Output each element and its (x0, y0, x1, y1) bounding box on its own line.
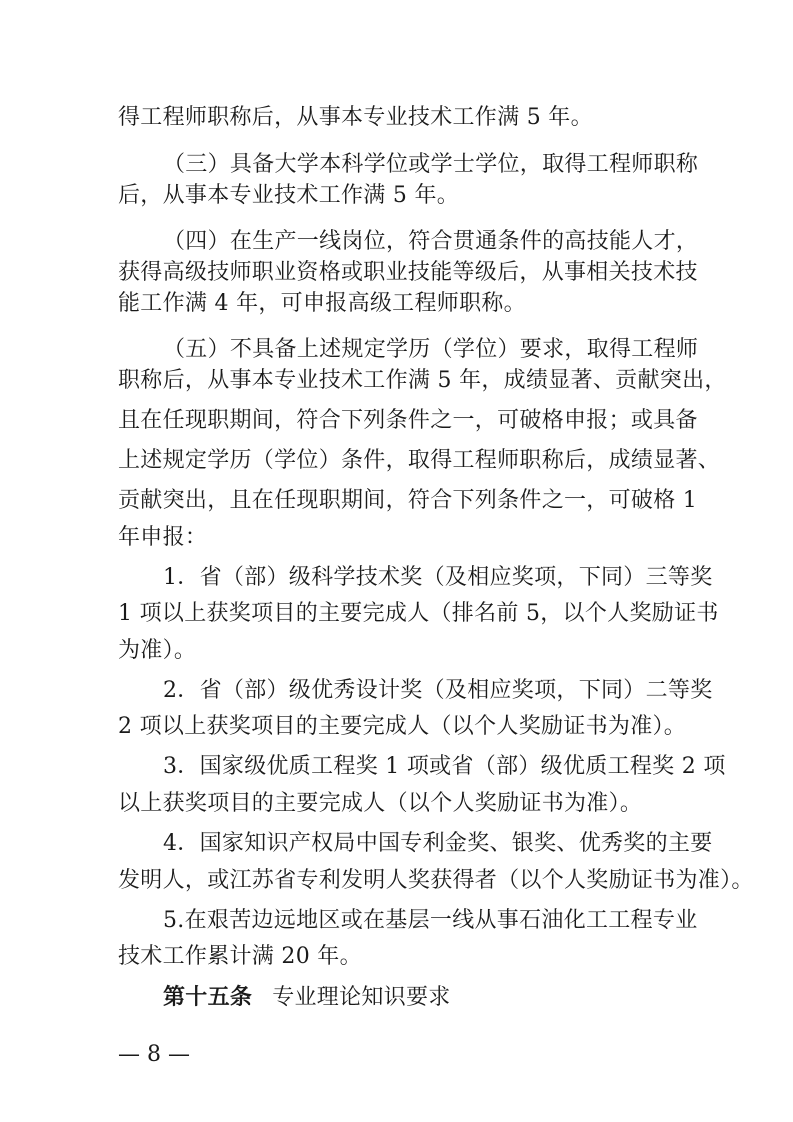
text-line: 2．省（部）级优秀设计奖（及相应奖项，下同）二等奖 (163, 678, 713, 703)
text-line: 4．国家知识产权局中国专利金奖、银奖、优秀奖的主要 (163, 831, 713, 856)
text-line: 3．国家级优质工程奖 1 项或省（部）级优质工程奖 2 项 (163, 754, 726, 779)
text-line: 职称后，从事本专业技术工作满 5 年，成绩显著、贡献突出， (118, 368, 727, 393)
article-line (163, 982, 678, 1013)
article-title: 专业理论知识要求 (272, 985, 451, 1010)
text-line: 且在任现职期间，符合下列条件之一，可破格申报；或具备 (118, 408, 698, 433)
text-line: （三）具备大学本科学位或学士学位，取得工程师职称 (163, 152, 699, 177)
text-line: 贡献突出，且在任现职期间，符合下列条件之一，可破格 1 (118, 488, 698, 513)
text-line: 为准）。 (118, 638, 197, 663)
text-line: 以上获奖项目的主要完成人（以个人奖励证书为准）。 (118, 791, 643, 816)
page-number: — 8 — (118, 1042, 190, 1067)
text-line: 2 项以上获奖项目的主要完成人（以个人奖励证书为准）。 (118, 714, 687, 739)
text-line: 能工作满 4 年，可申报高级工程师职称。 (118, 291, 526, 316)
text-line: 后，从事本专业技术工作满 5 年。 (118, 183, 460, 208)
text-line: 1 项以上获奖项目的主要完成人（排名前 5，以个人奖励证书 (118, 601, 719, 626)
text-line: 5.在艰苦边远地区或在基层一线从事石油化工工程专业 (163, 908, 698, 933)
text-line: 技术工作累计满 20 年。 (118, 944, 362, 969)
text-line: 1．省（部）级科学技术奖（及相应奖项，下同）三等奖 (163, 565, 713, 590)
text-line: 年申报： (118, 525, 208, 550)
text-line: 上述规定学历（学位）条件，取得工程师职称后，成绩显著、 (118, 448, 721, 473)
text-line: （四）在生产一线岗位，符合贯通条件的高技能人才， (163, 229, 699, 254)
text-line: （五）不具备上述规定学历（学位）要求，取得工程师 (163, 337, 699, 362)
text-line: 得工程师职称后，从事本专业技术工作满 5 年。 (118, 105, 593, 130)
text-line: 发明人，或江苏省专利发明人奖获得者（以个人奖励证书为准）。 (118, 868, 754, 893)
article-heading: 第十五条 (163, 984, 253, 1010)
text-line: 获得高级技师职业资格或职业技能等级后，从事相关技术技 (118, 260, 698, 285)
